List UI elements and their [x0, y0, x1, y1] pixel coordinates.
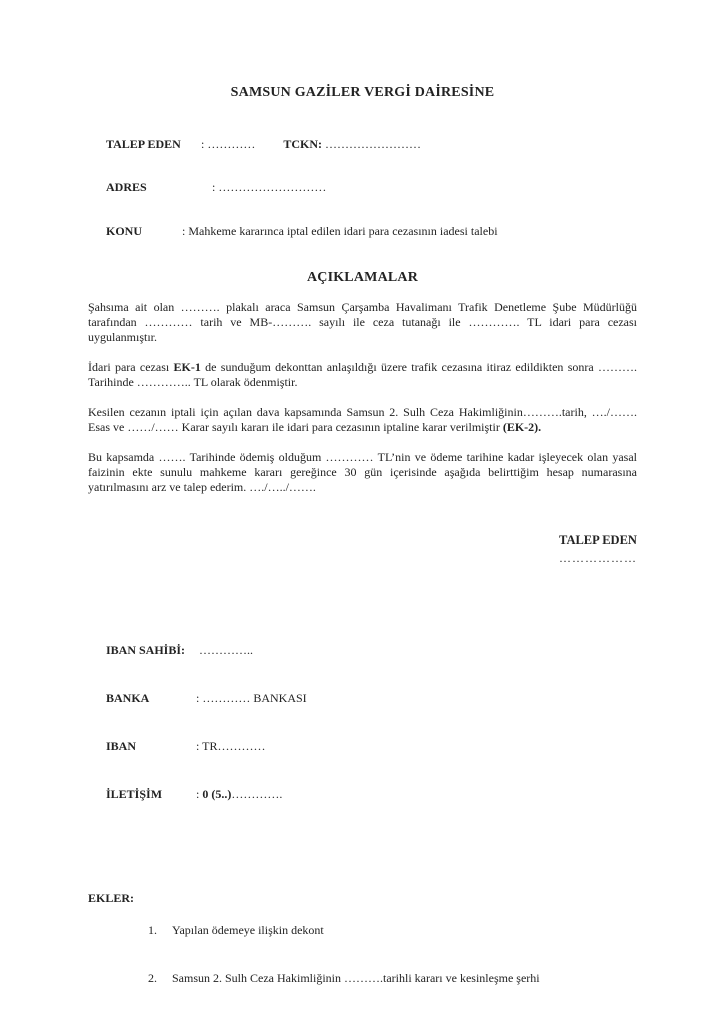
- konu-value: : Mahkeme kararınca iptal edilen idari para cezasının iadesi talebi: [182, 224, 498, 239]
- paragraph-2-text-cont: de sunduğum dekonttan anlaşıldığı üzere trafik cezasına itiraz edildikten sonra ………. Tarihinde ………….. TL olarak ödenmiştir.: [88, 360, 638, 390]
- paragraph-3-ek2-ref: (EK-2).: [502, 420, 542, 435]
- paragraph-3-text: Kesilen cezanın iptali için açılan dava kapsamında Samsun 2. Sulh Ceza Hakimliğinin……….tarih, …./……. Esas ve ……/…… Karar sayılı kararı ile idari para cezasının iptaline karar verilmiştir: [88, 405, 637, 435]
- paragraph-2-text: İdari para cezası: [88, 360, 174, 375]
- attachment-1-number: 1.: [148, 923, 157, 938]
- paragraph-2-ek1-ref: EK-1: [173, 360, 201, 375]
- bank-row-iban: [88, 722, 637, 770]
- bank-row-banka: [88, 674, 637, 722]
- field-talep-eden: [88, 122, 637, 166]
- bank-row-iban-sahibi: [88, 626, 637, 674]
- signature-inner: [559, 533, 637, 566]
- iletisim-sep: :: [196, 787, 203, 802]
- iban-sahibi-label: IBAN SAHİBİ:: [106, 643, 186, 658]
- signature-block: [88, 533, 637, 566]
- banka-label: BANKA: [106, 691, 150, 706]
- section-heading-aciklamalar: AÇIKLAMALAR: [306, 270, 419, 286]
- konu-label: KONU: [106, 224, 142, 239]
- adres-value: : ………………………: [212, 180, 327, 195]
- talep-eden-value: : …………: [201, 136, 256, 151]
- attachment-item-2: [88, 954, 637, 1002]
- page-title: SAMSUN GAZİLER VERGİ DAİRESİNE: [230, 85, 495, 100]
- iban-value: : TR…………: [196, 739, 266, 754]
- field-konu: [88, 210, 637, 254]
- iletisim-dots: ………….: [231, 787, 283, 802]
- tckn-label: TCKN:: [283, 136, 323, 151]
- attachment-2-text: Samsun 2. Sulh Ceza Hakimliğinin ……….tarihli kararı ve kesinleşme şerhi: [172, 971, 540, 986]
- bank-row-iletisim: [88, 770, 637, 818]
- field-adres: [88, 166, 637, 210]
- adres-label: ADRES: [106, 180, 147, 195]
- talep-eden-label: TALEP EDEN: [106, 136, 181, 151]
- tckn-value: ……………………: [322, 136, 422, 151]
- paragraph-1: Şahsıma ait olan ………. plakalı araca Samsun Çarşamba Havalimanı Trafik Denetleme Şube Müdürlüğü tarafından ………… tarih ve MB-………. sayılı ile ceza tutanağı ile …………. TL idari para cezası uygulanmıştır.: [88, 300, 637, 345]
- signature-dots: ………………: [559, 551, 637, 566]
- banka-value: : ………… BANKASI: [196, 691, 307, 706]
- paragraph-3: [88, 405, 637, 435]
- paragraph-4: Bu kapsamda ……. Tarihinde ödemiş olduğum ………… TL’nin ve ödeme tarihine kadar işleyecek olan yasal faizinin ekte sunulu mahkeme kararı gereğince 30 gün içerisinde aşağıda belirttiğim hesap numarasına yatırılmasını arz ve talep ederim. …./…../…….: [88, 450, 637, 495]
- attachments-heading: EKLER:: [88, 891, 135, 906]
- attachment-2-number: 2.: [148, 971, 157, 986]
- signature-label: TALEP EDEN: [559, 533, 637, 548]
- iletisim-phone-prefix: 0 (5..): [202, 787, 232, 802]
- attachment-1-text: Yapılan ödemeye ilişkin dekont: [172, 923, 324, 938]
- attachment-item-1: [88, 906, 637, 954]
- iletisim-label: İLETİŞİM: [106, 787, 163, 802]
- attachments-section: [88, 890, 637, 1002]
- paragraph-2: [88, 360, 637, 390]
- iban-sahibi-value: …………..: [196, 643, 253, 658]
- iban-label: IBAN: [106, 739, 137, 754]
- bank-details: [88, 626, 637, 818]
- header-fields: [88, 122, 637, 253]
